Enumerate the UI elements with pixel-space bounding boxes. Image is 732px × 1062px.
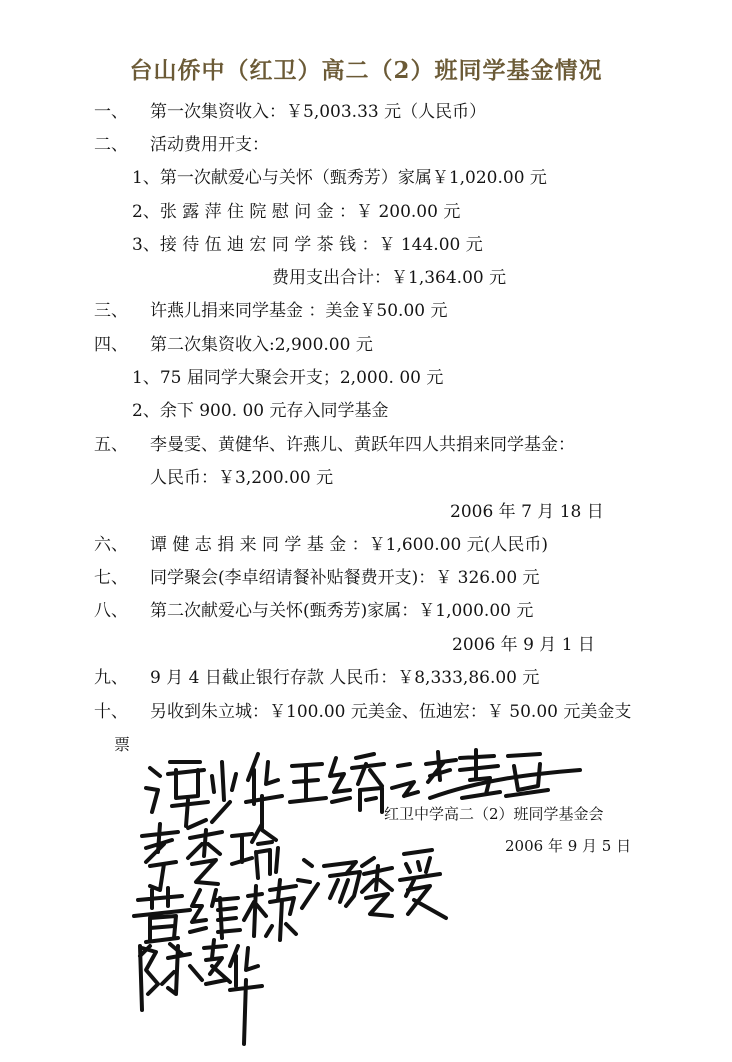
signature-tan-shaohua	[146, 754, 282, 828]
handwritten-signatures	[0, 740, 732, 1062]
section-text: 第二次集资收入:2,900.00 元	[150, 335, 373, 355]
section-text: 9 月 4 日截止银行存款 人民币：￥8,333,86.00 元	[150, 668, 540, 688]
committee-name: 红卫中学高二（2）班同学基金会	[384, 805, 604, 823]
second-item-2: 2、余下 900. 00 元存入同学基金	[132, 401, 389, 421]
section-8	[94, 599, 533, 623]
signature-wang-qiyun	[290, 754, 418, 812]
document-title: 台山侨中（红卫）高二（2）班同学基金情况	[129, 57, 603, 84]
section-number: 七、	[94, 568, 128, 588]
section-number: 四、	[94, 335, 128, 355]
signature-tang-xiuai	[298, 850, 446, 918]
section-number: 六、	[94, 535, 128, 555]
section-7	[94, 566, 540, 590]
section-10-continuation: 票	[114, 735, 131, 754]
section-number: 八、	[94, 601, 128, 621]
signature-li-xiuyu	[142, 820, 278, 890]
section-3	[94, 299, 447, 323]
section-1	[94, 100, 486, 124]
section-number: 五、	[94, 435, 128, 455]
section-text: 另收到朱立城：￥100.00 元美金、伍迪宏：￥ 50.00 元美金支	[150, 702, 632, 722]
section-number: 十、	[94, 702, 128, 722]
committee-date: 2006 年 9 月 5 日	[505, 837, 632, 855]
section-10	[94, 700, 631, 724]
section-9	[94, 666, 539, 690]
section-number: 二、	[94, 135, 128, 155]
signature-li-jian	[426, 750, 580, 798]
section-5	[94, 433, 575, 457]
section-text: 第二次献爱心与关怀(甄秀芳)家属：￥1,000.00 元	[150, 601, 534, 621]
section-number: 一、	[94, 102, 128, 122]
section-number: 九、	[94, 668, 128, 688]
donation-rmb: 人民币：￥3,200.00 元	[150, 468, 334, 488]
section-text: 谭 健 志 捐 来 同 学 基 金 ：￥1,600.00 元(人民币)	[150, 535, 549, 555]
section-6	[94, 533, 548, 557]
expense-total: 费用支出合计：￥1,364.00 元	[272, 268, 507, 288]
signature-chen-ruohua	[140, 940, 262, 1044]
expense-item-2: 2、张 露 萍 住 院 慰 问 金 ：￥ 200.00 元	[132, 202, 461, 222]
section-text: 许燕儿捐来同学基金 ：美金￥50.00 元	[150, 301, 448, 321]
second-item-1: 1、75 届同学大聚会开支；2,000. 00 元	[132, 368, 444, 388]
section-text: 李曼雯、黄健华、许燕儿、黄跃年四人共捐来同学基金：	[150, 435, 575, 455]
section-text: 同学聚会(李卓绍请餐补贴餐费开支)：￥ 326.00 元	[150, 568, 540, 588]
section-2	[94, 133, 269, 157]
expense-item-1: 1、第一次献爱心与关怀（甄秀芳）家属￥1,020.00 元	[132, 168, 547, 188]
signature-drawing	[0, 740, 732, 1062]
section-text: 活动费用开支：	[150, 135, 269, 155]
date-2: 2006 年 9 月 1 日	[452, 635, 595, 655]
section-text: 第一次集资收入：￥5,003.33 元（人民币）	[150, 102, 487, 122]
expense-item-3: 3、接 待 伍 迪 宏 同 学 茶 钱 ：￥ 144.00 元	[132, 235, 483, 255]
section-4	[94, 333, 373, 357]
date-1: 2006 年 7 月 18 日	[450, 502, 604, 522]
section-number: 三、	[94, 301, 128, 321]
